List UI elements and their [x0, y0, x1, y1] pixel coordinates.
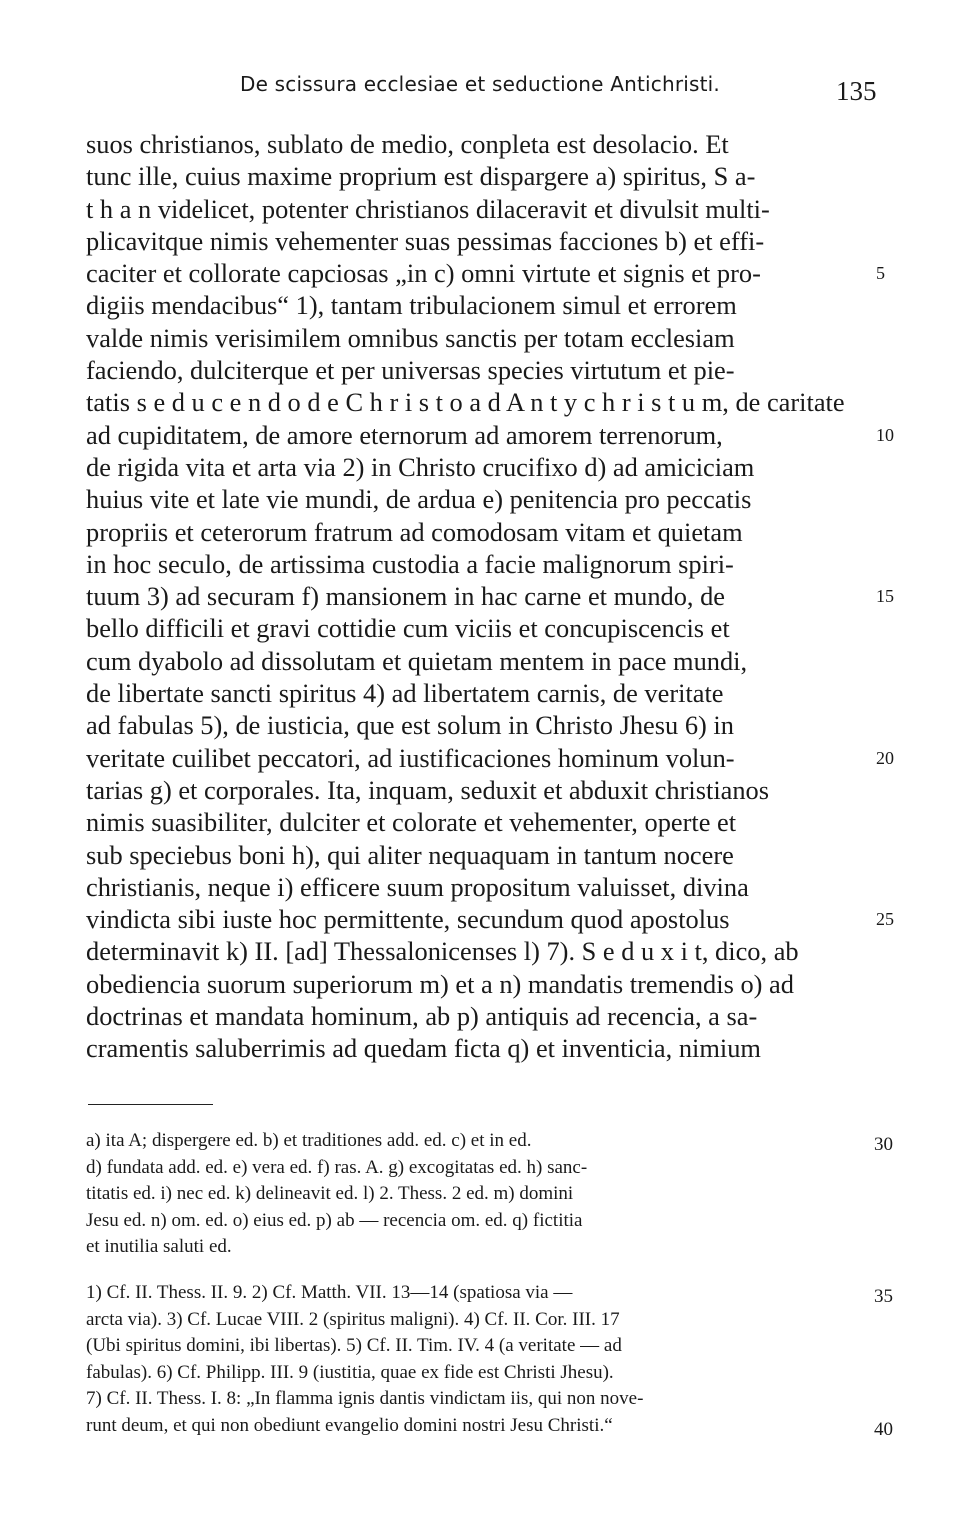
text-line: cramentis saluberrimis ad quedam ficta q) et inventicia, nimium: [86, 1033, 761, 1064]
line-number: 25: [876, 909, 894, 930]
text-line: determinavit k) II. [ad] Thessalonicenses l) 7). S e d u x i t, dico, ab: [86, 936, 799, 967]
line-number: 30: [874, 1134, 893, 1155]
text-line: sub speciebus boni h), qui aliter nequaquam in tantum nocere: [86, 839, 734, 870]
line-number: 15: [876, 586, 894, 607]
text-line: cum dyabolo ad dissolutam et quietam mentem in pace mundi,: [86, 645, 748, 676]
source-line: (Ubi spiritus domini, ibi libertas). 5) Cf. II. Tim. IV. 4 (a veritate — ad: [86, 1335, 622, 1356]
text-line: plicavitque nimis vehementer suas pessimas facciones b) et effi-: [86, 225, 765, 256]
line-number: 20: [876, 747, 894, 768]
critical-apparatus: [86, 1128, 866, 1261]
text-line: vindicta sibi iuste hoc permittente, secundum quod apostolus: [86, 904, 730, 935]
text-line: tatis s e d u c e n d o d e C h r i s t o a d A n t y c h r i s t u m, de caritate: [86, 387, 845, 418]
text-line: in hoc seculo, de artissima custodia a facie malignorum spiri-: [86, 548, 734, 579]
apparatus-line: a) ita A; dispergere ed. b) et traditiones add. ed. c) et in ed.: [86, 1130, 532, 1151]
source-line: fabulas). 6) Cf. Philipp. III. 9 (iustitia, quae ex fide est Christi Jhesu).: [86, 1361, 614, 1383]
text-line: tunc ille, cuius maxime proprium est dispargere a) spiritus, S a-: [86, 161, 756, 192]
text-line: caciter et collorate capciosas „in c) omni virtute et signis et pro-: [86, 258, 761, 289]
text-line: ad fabulas 5), de iusticia, que est solum in Christo Jhesu 6) in: [86, 710, 734, 741]
text-line: bello difficili et gravi cottidie cum viciis et concupiscencis et: [86, 613, 730, 644]
text-line: digiis mendacibus“ 1), tantam tribulacionem simul et errorem: [86, 290, 737, 321]
text-line: veritate cuilibet peccatori, ad iustificaciones hominum volun-: [86, 742, 735, 773]
text-line: huius vite et late vie mundi, de ardua e) penitencia pro peccatis: [86, 484, 752, 515]
text-line: doctrinas et mandata hominum, ab p) antiquis ad recencia, a sa-: [86, 1001, 758, 1032]
text-line: faciendo, dulciterque et per universas species virtutum et pie-: [86, 355, 735, 386]
apparatus-line: et inutilia saluti ed.: [86, 1236, 232, 1257]
text-line: t h a n videlicet, potenter christianos dilaceravit et divulsit multi-: [86, 193, 770, 224]
source-line: 1) Cf. II. Thess. II. 9. 2) Cf. Matth. VII. 13—14 (spatiosa via —: [86, 1282, 573, 1303]
text-line: de rigida vita et arta via 2) in Christo crucifixo d) ad amiciciam: [86, 451, 755, 482]
text-line: obediencia suorum superiorum m) et a n) mandatis tremendis o) ad: [86, 968, 794, 999]
main-text: [86, 128, 866, 1065]
footnote-rule: [88, 1104, 213, 1105]
source-line: runt deum, et qui non obediunt evangelio domini nostri Jesu Christi.“: [86, 1414, 613, 1436]
apparatus-line: d) fundata add. ed. e) vera ed. f) ras. A. g) excogitatas ed. h) sanc-: [86, 1156, 588, 1178]
line-number: 10: [876, 424, 894, 445]
line-number: 35: [874, 1286, 893, 1307]
source-line: 7) Cf. II. Thess. I. 8: „In flamma ignis dantis vindictam iis, qui non nove-: [86, 1388, 644, 1409]
apparatus-line: titatis ed. i) nec ed. k) delineavit ed. l) 2. Thess. 2 ed. m) domini: [86, 1183, 574, 1204]
source-notes: [86, 1280, 866, 1439]
text-line: nimis suasibiliter, dulciter et colorate et vehementer, operte et: [86, 807, 737, 838]
text-line: christianis, neque i) efficere suum propositum valuisset, divina: [86, 871, 749, 902]
text-line: de libertate sancti spiritus 4) ad libertatem carnis, de veritate: [86, 678, 724, 709]
text-line: tuum 3) ad securam f) mansionem in hac carne et mundo, de: [86, 581, 726, 612]
text-line: valde nimis verisimilem omnibus sanctis per totam ecclesiam: [86, 322, 735, 353]
line-number: 40: [874, 1418, 893, 1440]
text-line: suos christianos, sublato de medio, conpleta est desolacio. Et: [86, 129, 729, 159]
apparatus-line: Jesu ed. n) om. ed. o) eius ed. p) ab — recencia om. ed. q) fictitia: [86, 1209, 583, 1231]
line-number: 5: [876, 263, 885, 284]
text-line: propriis et ceterorum fratrum ad comodosam vitam et quietam: [86, 516, 743, 547]
running-head: De scissura ecclesiae et seductione Antichristi.: [240, 72, 720, 96]
page-number: 135: [836, 76, 877, 106]
source-line: arcta via). 3) Cf. Lucae VIII. 2 (spiritus maligni). 4) Cf. II. Cor. III. 17: [86, 1308, 620, 1330]
text-line: tarias g) et corporales. Ita, inquam, seduxit et abduxit christianos: [86, 774, 770, 805]
text-line: ad cupiditatem, de amore eternorum ad amorem terrenorum,: [86, 419, 723, 450]
